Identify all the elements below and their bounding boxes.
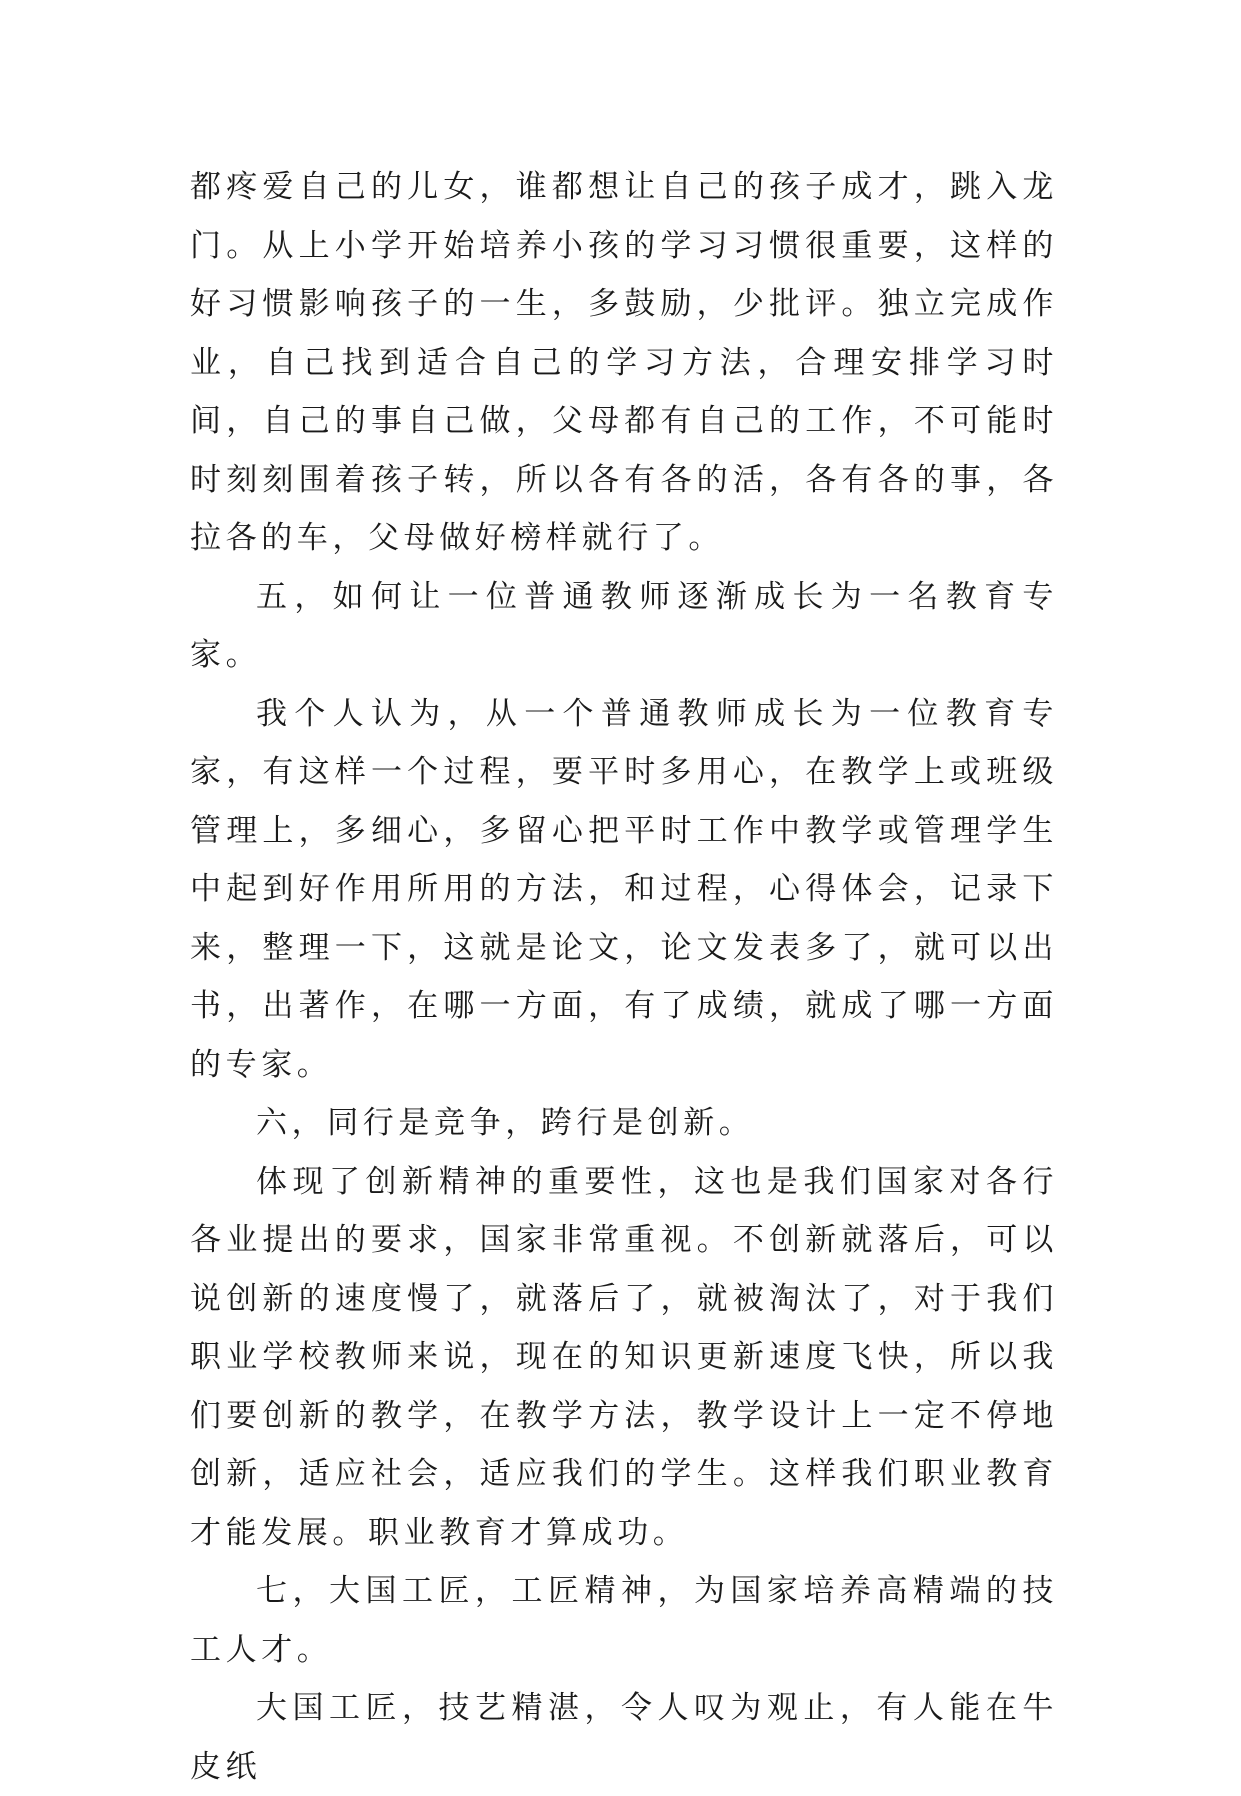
heading-section-six: 六，同行是竞争，跨行是创新。 <box>256 1105 755 1141</box>
document-body <box>190 158 1058 1796</box>
paragraph-teacher-growth: 我个人认为，从一个普通教师成长为一位教育专家，有这样一个过程，要平时多用心，在教学上或班级管理上，多细心，多留心把平时工作中教学或管理学生中起到好作用所用的方法，和过程，心得体会，记录下来，整理一下，这就是论文，论文发表多了，就可以出书，出著作，在哪一方面，有了成绩，就成了哪一方面的专家。 <box>190 695 1058 1083</box>
paragraph-parenting-habits: 都疼爱自己的儿女，谁都想让自己的孩子成才，跳入龙门。从上小学开始培养小孩的学习习惯很重要，这样的好习惯影响孩子的一生，多鼓励，少批评。独立完成作业，自己找到适合自己的学习方法，合理安排学习时间，自己的事自己做，父母都有自己的工作，不可能时时刻刻围着孩子转，所以各有各的活，各有各的事，各拉各的车，父母做好榜样就行了。 <box>190 169 1058 556</box>
heading-section-five: 五，如何让一位普通教师逐渐成长为一名教育专家。 <box>190 578 1058 673</box>
paragraph-craftsman: 大国工匠，技艺精湛，令人叹为观止，有人能在牛皮纸 <box>190 1690 1058 1785</box>
heading-section-seven: 七，大国工匠，工匠精神，为国家培养高精端的技工人才。 <box>190 1573 1058 1668</box>
paragraph-innovation: 体现了创新精神的重要性，这也是我们国家对各行各业提出的要求，国家非常重视。不创新就落后，可以说创新的速度慢了，就落后了，就被淘汰了，对于我们职业学校教师来说，现在的知识更新速度飞快，所以我们要创新的教学，在教学方法，教学设计上一定不停地创新，适应社会，适应我们的学生。这样我们职业教育才能发展。职业教育才算成功。 <box>190 1163 1058 1551</box>
